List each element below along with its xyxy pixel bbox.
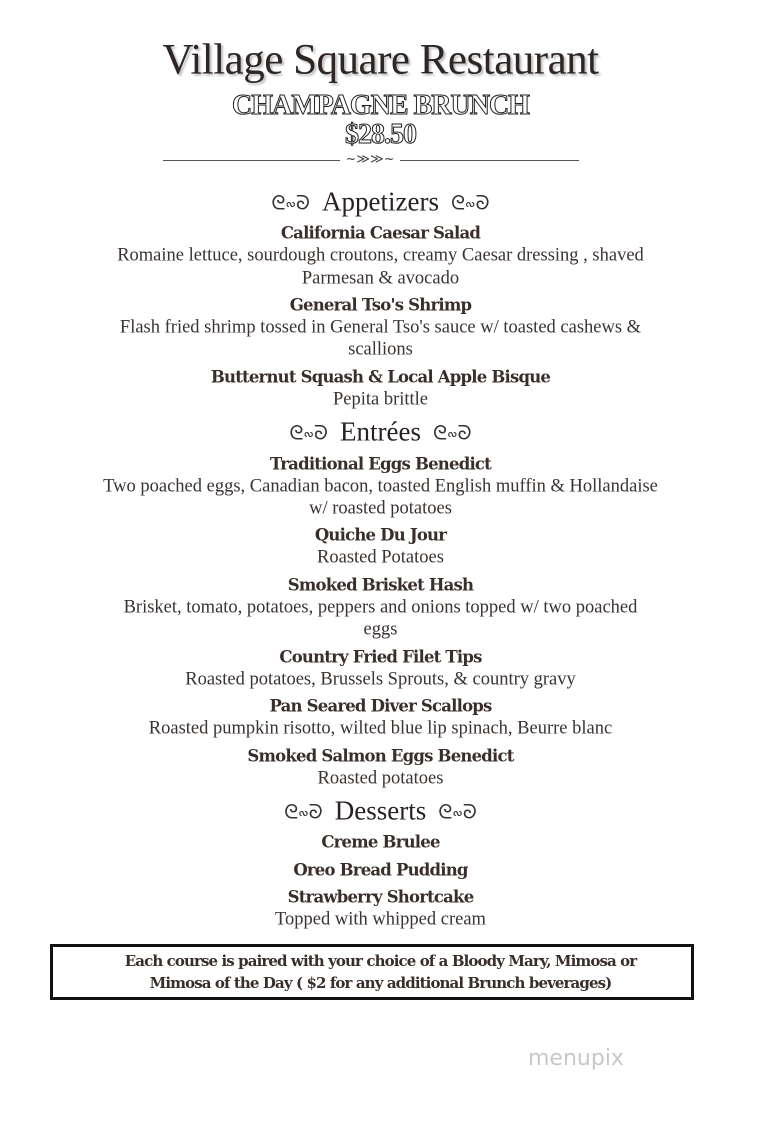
item-name: Smoked Salmon Eggs Benedict xyxy=(247,746,514,766)
item-name: Smoked Brisket Hash xyxy=(287,575,474,595)
scroll-ornament-icon: ᘓ∾ᘐ xyxy=(289,422,329,445)
watermark: menupix xyxy=(528,1046,624,1071)
section-title: Desserts xyxy=(334,795,427,826)
restaurant-name: Village Square Restaurant xyxy=(162,36,599,84)
item-name: California Caesar Salad xyxy=(280,223,481,243)
item-name: Oreo Bread Pudding xyxy=(293,860,468,880)
item-description: Parmesan & avocado xyxy=(301,268,460,289)
section-header-desserts xyxy=(0,796,761,827)
item-description: Topped with whipped cream xyxy=(275,909,486,930)
section-title: Entrées xyxy=(340,416,421,447)
divider-ornament-icon: ~≫≫~ xyxy=(340,152,400,168)
item-name: General Tso's Shrimp xyxy=(289,295,472,315)
scroll-ornament-icon: ᘓ∾ᘐ xyxy=(450,192,490,215)
menu-price: $28.50 xyxy=(345,119,416,150)
item-description: Roasted potatoes, Brussels Sprouts, & country gravy xyxy=(185,669,576,690)
beverage-note-line: Mimosa of the Day ( $2 for any additional Brunch beverages) xyxy=(149,974,612,992)
item-description: Two poached eggs, Canadian bacon, toasted English muffin & Hollandaise xyxy=(103,476,658,497)
scroll-ornament-icon: ᘓ∾ᘐ xyxy=(438,801,477,824)
item-name: Country Fried Filet Tips xyxy=(279,647,482,667)
item-description: eggs xyxy=(363,619,398,640)
item-description: Roasted potatoes xyxy=(317,768,444,789)
beverage-note-line: Each course is paired with your choice of a Bloody Mary, Mimosa or xyxy=(124,952,637,970)
item-description: Romaine lettuce, sourdough croutons, creamy Caesar dressing , shaved xyxy=(117,245,644,266)
item-description: Brisket, tomato, potatoes, peppers and onions topped w/ two poached xyxy=(123,597,638,618)
item-description: Pepita brittle xyxy=(332,389,429,410)
item-name: Traditional Eggs Benedict xyxy=(270,454,491,474)
scroll-ornament-icon: ᘓ∾ᘐ xyxy=(271,192,311,215)
menu-title: CHAMPAGNE BRUNCH xyxy=(232,90,529,121)
item-description: scallions xyxy=(348,339,413,360)
scroll-ornament-icon: ᘓ∾ᘐ xyxy=(432,422,472,445)
item-description: Flash fried shrimp tossed in General Tso's sauce w/ toasted cashews & xyxy=(119,317,642,338)
item-name: Quiche Du Jour xyxy=(314,525,447,545)
item-description: Roasted pumpkin risotto, wilted blue lip spinach, Beurre blanc xyxy=(148,718,613,739)
item-name: Pan Seared Diver Scallops xyxy=(269,696,492,716)
item-name: Creme Brulee xyxy=(321,832,440,852)
section-header-appetizers xyxy=(0,187,761,218)
section-title: Appetizers xyxy=(322,186,439,217)
scroll-ornament-icon: ᘓ∾ᘐ xyxy=(284,801,323,824)
item-description: Roasted Potatoes xyxy=(317,547,444,568)
section-header-entrees xyxy=(0,417,761,448)
item-name: Butternut Squash & Local Apple Bisque xyxy=(210,367,551,387)
item-name: Strawberry Shortcake xyxy=(287,887,474,907)
item-description: w/ roasted potatoes xyxy=(309,498,452,519)
